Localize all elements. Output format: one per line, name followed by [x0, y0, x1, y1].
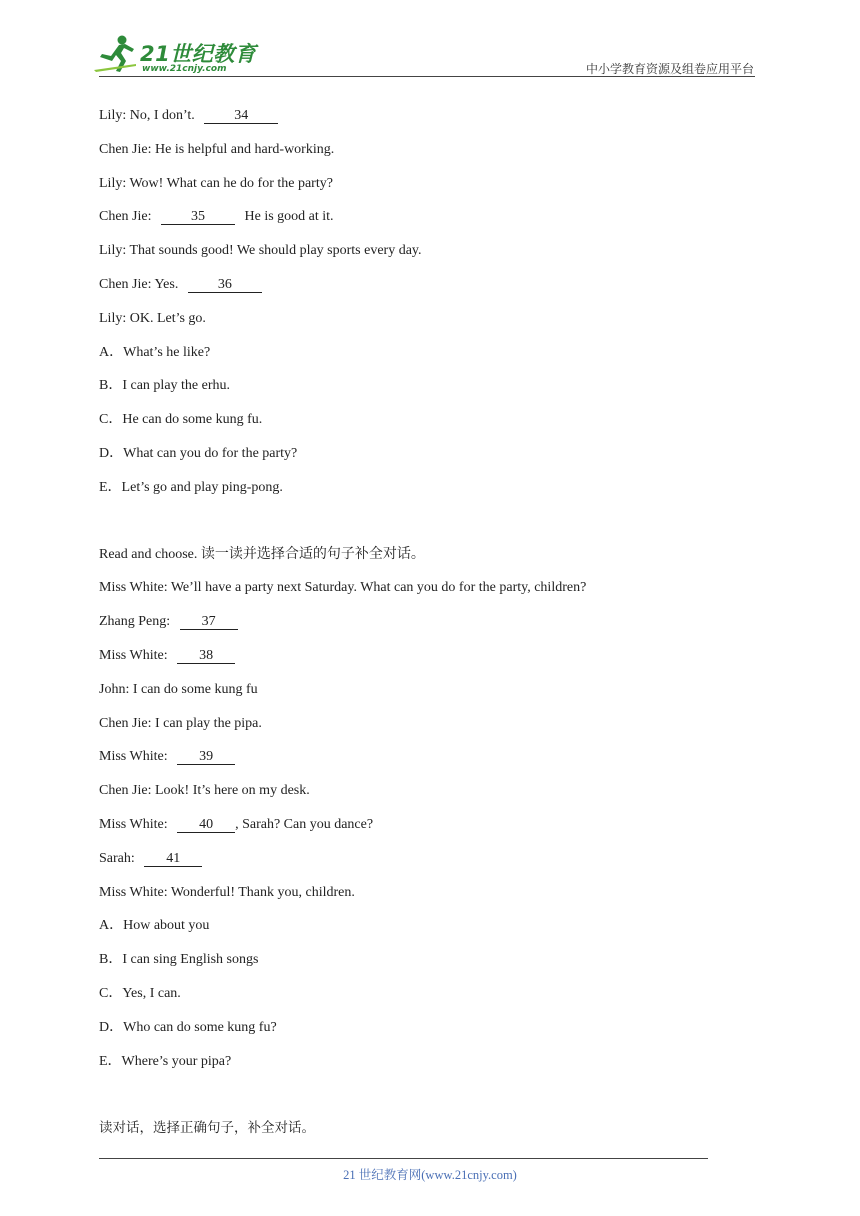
section-spacer [99, 1085, 759, 1118]
dialogue-line [99, 747, 759, 781]
dialogue-line: John: I can do some kung fu [99, 681, 258, 697]
line-continuation: , Sarah? Can you dance? [235, 816, 374, 832]
speaker-text: Miss White: [99, 816, 168, 832]
answer-blank[interactable]: 35 [161, 209, 235, 225]
logo-text: 21世纪教育 [140, 42, 257, 66]
speaker-text: Chen Jie: [99, 209, 152, 225]
page-header [0, 0, 860, 80]
section-spacer [99, 512, 759, 545]
option-item: B．I can sing English songs [99, 952, 259, 968]
footer-divider [99, 1158, 708, 1159]
answer-blank[interactable]: 41 [144, 851, 202, 867]
speaker-text: Miss White: [99, 749, 168, 765]
worksheet-content [99, 106, 759, 1152]
section-instruction: Read and choose. 读一读并选择合适的句子补全对话。 [99, 546, 425, 562]
option-item: C．He can do some kung fu. [99, 412, 263, 428]
answer-blank[interactable]: 38 [177, 648, 235, 664]
dialogue-line: Lily: Wow! What can he do for the party? [99, 175, 333, 191]
dialogue-line: Chen Jie: He is helpful and hard-working. [99, 141, 335, 157]
speaker-text: Miss White: [99, 647, 168, 663]
speaker-text: Chen Jie: Yes. [99, 276, 179, 292]
option-item: A．What’s he like? [99, 344, 211, 360]
option-item: E．Let’s go and play ping-pong. [99, 479, 283, 495]
dialogue-line: Miss White: Wonderful! Thank you, children. [99, 884, 355, 900]
dialogue-line [99, 207, 759, 241]
option-item: D．What can you do for the party? [99, 445, 298, 461]
section-instruction: 读对话，选择正确句子，补全对话。 [99, 1120, 315, 1137]
dialogue-line [99, 815, 759, 849]
answer-blank[interactable]: 39 [177, 749, 235, 765]
speaker-text: Lily: No, I don’t. [99, 108, 195, 123]
dialogue-line: Chen Jie: Look! It’s here on my desk. [99, 783, 310, 799]
dialogue-line: Miss White: We’ll have a party next Saturday. What can you do for the party, children? [99, 580, 587, 596]
answer-blank[interactable]: 37 [180, 614, 238, 630]
speaker-text: Zhang Peng: [99, 614, 171, 630]
dialogue-line [99, 275, 759, 309]
dialogue-line [99, 106, 759, 140]
header-divider [99, 76, 755, 77]
runner-icon [92, 34, 140, 74]
dialogue-line: Lily: OK. Let’s go. [99, 310, 206, 326]
logo-url: www.21cnjy.com [142, 64, 227, 74]
speaker-text: Sarah: [99, 850, 135, 866]
line-continuation: He is good at it. [244, 209, 334, 225]
site-logo[interactable] [92, 34, 262, 78]
answer-blank[interactable]: 34 [204, 108, 278, 124]
dialogue-line [99, 849, 759, 883]
option-item: D．Who can do some kung fu? [99, 1019, 277, 1035]
dialogue-line: Lily: That sounds good! We should play sports every day. [99, 243, 422, 259]
dialogue-line [99, 646, 759, 680]
header-platform-text: 中小学教育资源及组卷应用平台 [585, 62, 754, 76]
answer-blank[interactable]: 40 [177, 817, 235, 833]
dialogue-line [99, 612, 759, 646]
dialogue-line: Chen Jie: I can play the pipa. [99, 715, 262, 731]
option-item: C．Yes, I can. [99, 985, 181, 1001]
footer-link[interactable]: 21 世纪教育网(www.21cnjy.com) [343, 1168, 517, 1182]
option-item: B．I can play the erhu. [99, 378, 231, 394]
answer-blank[interactable]: 36 [188, 277, 262, 293]
option-item: E．Where’s your pipa? [99, 1053, 232, 1069]
option-item: A．How about you [99, 918, 210, 934]
